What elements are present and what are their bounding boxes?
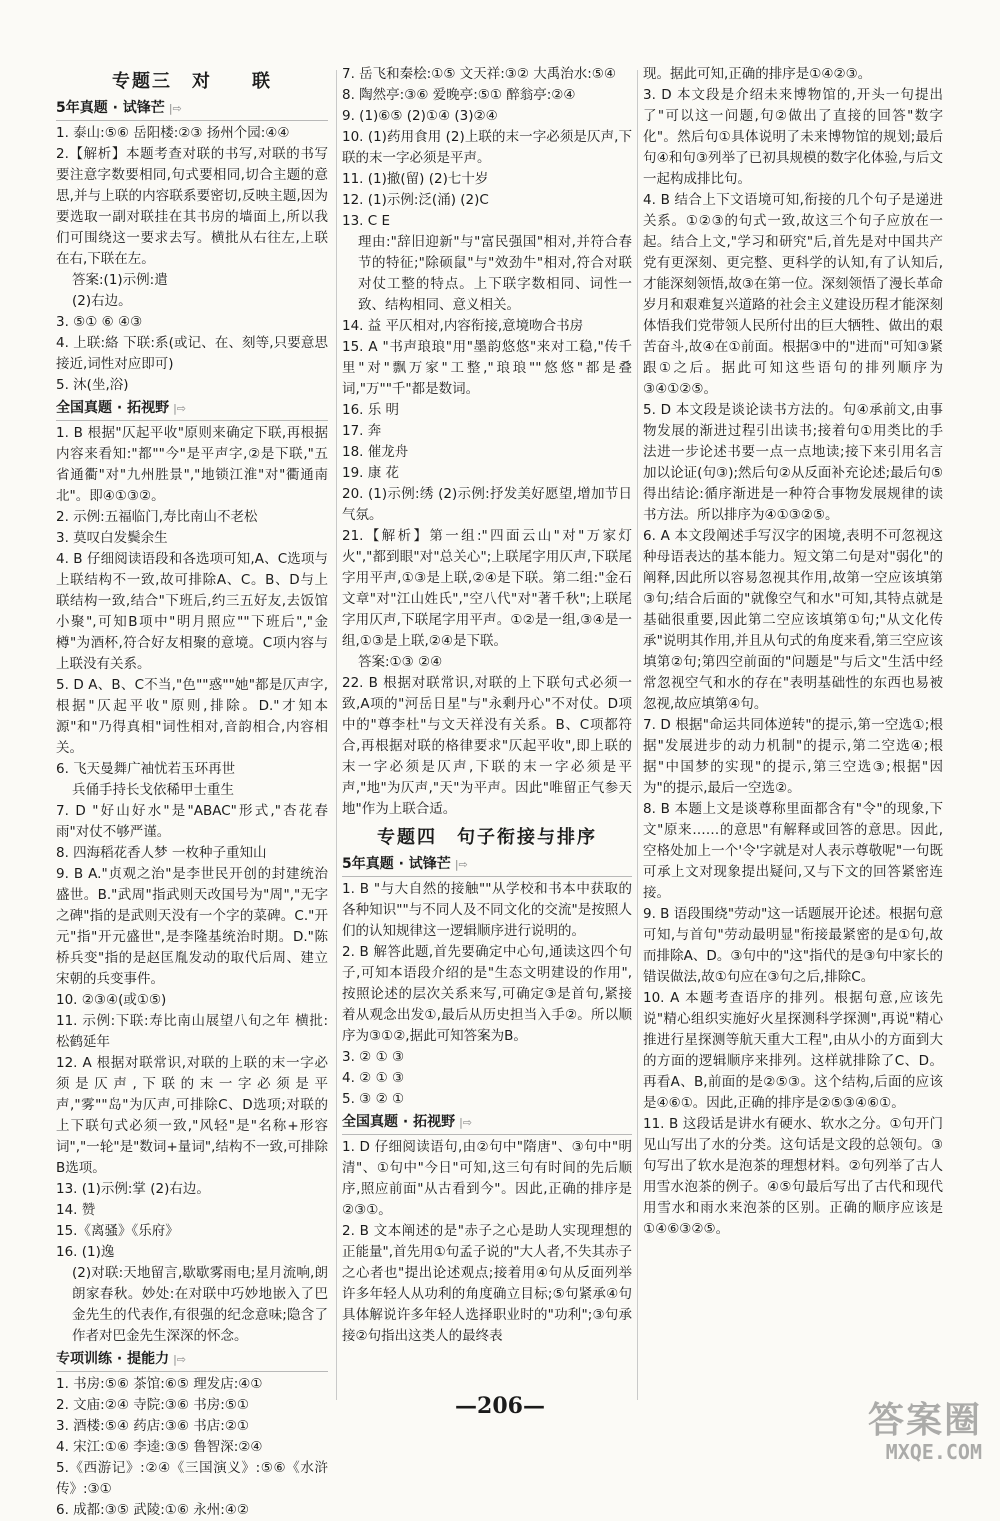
answer-paragraph: 1. D 仔细阅读语句,由②句中"隋唐"、③句中"明清"、①句中"今日"可知,这三句有时间的先后顺序,照应前面"从古看到今"。因此,正确的排序是②③①。 (342, 1139, 632, 1218)
heading-rule (56, 1371, 328, 1372)
answer-paragraph: 2.【解析】本题考查对联的书写,对联的书写要注意字数要相同,句式要相同,切合主题的意思,并与上联的内容联系要密切,反映主题,因为要选取一副对联挂在其书房的墙面上,所以我们可围绕这一要求去写。横批从右往左,上联在右,下联在左。 (56, 146, 328, 267)
arrow-icon: |⇨ (454, 858, 468, 871)
answer-paragraph: 6. 飞天曼舞广袖忧若玉环再世 (56, 761, 236, 777)
answer-paragraph: 9. B A."贞观之治"是李世民开创的封建统治盛世。B."武周"指武则天改国号为"周","无字之碑"指的是武则天没有一个字的菜碑。C."开元"指"开元盛世",是李隆基统治时期。D."陈桥兵变"指的是赵匡胤发动的取代后周、建立宋朝的兵变事件。 (56, 866, 328, 987)
answer-paragraph: 8. B 本题上文是谈尊称里面都含有"令"的现象,下文"原来……的意思"有解释或回答的意思。因此,空格处加上一个'令'字就是对人表示尊敬呢"一句既可承上文对现象提出疑问,又与下文的回答紧密连接。 (643, 801, 943, 901)
answer-paragraph: 7. D "好山好水"是"ABAC"形式,"杏花春雨"对仗不够严谨。 (56, 803, 328, 840)
section-title: 专题四 句子衔接与排序 (377, 827, 597, 848)
answer-paragraph: 3. ② ① ③ (342, 1049, 405, 1065)
answer-paragraph: 1. B 根据"仄起平收"原则来确定下联,再根据内容来看知:"都""今"是平声字,②是下联,"五省通衢"对"九州胜景","地锁江淮"对"衢通南北"。即④①③②。 (56, 425, 328, 504)
subsection-heading (56, 98, 328, 119)
answer-paragraph: 4. 上联:絡 下联:系(或记、在、刻等,只要意思接近,词性对应即可) (56, 335, 328, 372)
answer-paragraph: 10. A 本题考查语序的排列。根据句意,应该先说"精心组织实施好火星探测科学探测",再说"精心推进行星探测等航天重大工程",由从小的方面到大的方面的逻辑顺序来排列。这样就排除了C、D。再看A、B,前面的是②⑤③。这个结构,后面的应该是④⑥①。因此,正确的排序是②⑤③④⑥①。 (643, 990, 943, 1111)
answer-paragraph: 13. (1)示例:掌 (2)右边。 (56, 1181, 210, 1197)
answer-paragraph: 3. D 本文段是介绍未来博物馆的,开头一句提出了"可以这一问题,句②做出了直接的回答"数字化"。然后句①具体说明了未来博物馆的规划;最后句④和句③列举了已初具规模的数字化体验,与后文一起构成排比句。 (643, 87, 943, 187)
answer-paragraph: (2)右边。 (72, 293, 132, 309)
column-divider-1 (336, 70, 337, 1400)
subsection-heading (56, 398, 328, 419)
answer-paragraph: 16. (1)逸 (56, 1244, 115, 1260)
subsection-label: 专项训练 · 提能力 (56, 1351, 170, 1367)
answer-paragraph: 8. 陶然亭:③⑥ 爱晚亭:⑤① 醉翁亭:②④ (342, 87, 576, 103)
page-number: —206— (455, 1393, 545, 1419)
heading-rule (56, 420, 328, 421)
heading-rule (342, 1134, 632, 1135)
subsection-label: 全国真题 · 拓视野 (56, 400, 170, 416)
answer-paragraph: 1. 泰山:⑤⑥ 岳阳楼:②③ 扬州个园:④④ (56, 125, 290, 141)
answer-paragraph: 11. (1)撤(留) (2)七十岁 (342, 171, 489, 187)
answer-paragraph: 1. B "与大自然的接触""从学校和书本中获取的各种知识""与不同人及不同文化的交流"是按照人们的认知规律这一逻辑顺序进行说明的。 (342, 881, 632, 939)
answer-paragraph: 4. B 结合上下文语境可知,衔接的几个句子是递进关系。①②③的句式一致,故这三个句子应放在一起。结合上文,"学习和研究"后,首先是对中国共产党有更深刻、更完整、更科学的认知,有了认知后,才能深刻领悟,故③在第一位。深刻领悟了漫长革命岁月和艰难复兴道路的社会主义建设历程才能深刻体悟我们党带领人民所付出的巨大牺牲、做出的艰苦奋斗,故④在①前面。根据③中的"进而"可知③紧跟①之后。据此可知这些语句的排列顺序为③④①②⑤。 (643, 192, 943, 397)
arrow-icon: |⇨ (459, 1116, 473, 1129)
heading-rule (342, 876, 632, 877)
answer-paragraph: 17. 奔 (342, 423, 382, 439)
arrow-icon: |⇨ (173, 402, 187, 415)
answer-paragraph: 5.《西游记》:②④《三国演义》:⑤⑥《水浒传》:③① (56, 1460, 328, 1497)
answer-paragraph: 5. 沐(坐,浴) (56, 377, 129, 393)
answer-paragraph: 3. 莫叹白发鬓余生 (56, 530, 168, 546)
subsection-heading (342, 854, 632, 875)
arrow-icon: |⇨ (173, 1353, 187, 1366)
answer-paragraph: 1. 书房:⑤⑥ 茶馆:⑥⑤ 理发店:④① (56, 1376, 263, 1392)
answer-paragraph: 4. B 仔细阅读语段和各选项可知,A、C选项与上联结构不一致,故可排除A、C。B、D与上联结构一致,结合"下班后,约三五好友,去饭馆小聚",可知B项中"明月照应""下班后","金樽"为酒杯,符合好友相聚的意境。C项内容与上联没有关系。 (56, 551, 328, 672)
answer-paragraph: 5. D A、B、C不当,"色""惑""她"都是仄声字,根据"仄起平收"原则,排除。D."才知本源"和"乃得真相"词性相对,音韵相合,内容相关。 (56, 677, 328, 756)
answer-paragraph: 9. B 语段围绕"劳动"这一话题展开论述。根据句意可知,与首句"劳动最明显"衔接最紧密的是①句,故而排除A、D。③句中的"这"指代的是③句中家长的错误做法,故①句应在③句之后,排除C。 (643, 906, 943, 985)
column-middle (342, 64, 632, 1347)
answer-paragraph: 14. 赞 (56, 1202, 96, 1218)
watermark-logo-text: 答案圈 (867, 1400, 982, 1441)
answer-paragraph: 3. ⑤① ⑥ ④③ (56, 314, 143, 330)
answer-paragraph: 15.《离骚》《乐府》 (56, 1223, 179, 1239)
answer-paragraph: 16. 乐 明 (342, 402, 400, 418)
answer-paragraph: 11. B 这段话是讲水有硬水、软水之分。①句开门见山写出了水的分类。这句话是文段的总领句。③句写出了软水是泡茶的理想材料。②句列举了古人用雪水泡茶的例子。④⑤句最后写出了古代和现代用雪水和雨水来泡茶的区别。正确的顺序应该是①④⑥③②⑤。 (643, 1116, 943, 1237)
answer-paragraph: 12. A 根据对联常识,对联的上联的末一字必须是仄声,下联的末一字必须是平声,"雾""岛"为仄声,可排除C、D选项;对联的上下联句式必须一致,"风轻"是"名称+形容词","一轮"是"数词+量词",结构不一致,可排除B选项。 (56, 1055, 328, 1176)
answer-paragraph: 现。据此可知,正确的排序是①④②③。 (643, 66, 872, 82)
answer-paragraph: 10. (1)药用食用 (2)上联的末一字必须是仄声,下联的末一字必须是平声。 (342, 129, 632, 166)
answer-paragraph: 11. 示例:下联:寿比南山展望八旬之年 横批:松鹤延年 (56, 1013, 328, 1050)
answer-paragraph: 12. (1)示例:泛(涌) (2)C (342, 192, 489, 208)
answer-paragraph: 22. B 根据对联常识,对联的上下联句式必须一致,A项的"河岳日星"与"永剩丹心"不对仗。D项中的"尊李杜"与文天祥没有关系。B、C项都符合,再根据对联的格律要求"仄起平收",即上联的末一字必须是仄声,下联的末一字必须是平声,"地"为仄声,"天"为平声。因此"唯留正气参天地"作为上联合适。 (342, 675, 632, 817)
answer-paragraph: 7. D 根据"命运共同体逆转"的提示,第一空选①;根据"发展进步的动力机制"的提示,第二空选④;根据"中国梦的实现"的提示,第三空选③;根据"因为"的提示,最后一空选②。 (643, 717, 943, 796)
watermark-url: MXQE.COM (885, 1440, 982, 1464)
answer-paragraph: 5. ③ ② ① (342, 1091, 405, 1107)
answer-paragraph: 4. 宋江:①⑥ 李逵:③⑤ 鲁智深:②④ (56, 1439, 263, 1455)
answer-paragraph: 2. B 文本阐述的是"赤子之心是助人实现理想的正能量",首先用①句孟子说的"大人者,不失其赤子之心者也"提出论述观点;接着用④句从反面列举许多年轻人从功利的角度确立目标;⑤句紧承④句具体解说许多年轻人选择职业时的"功利";③句承接②句指出这类人的最终表 (342, 1223, 632, 1344)
answer-paragraph: (2)对联:天地留言,歇歇雾雨电;星月流响,朗朗家春秋。妙处:在对联中巧妙地嵌入了巴金先生的代表作,有很强的纪念意味;隐含了作者对巴金先生深深的怀念。 (72, 1265, 328, 1344)
answer-paragraph: 10. ②③④(或①⑤) (56, 992, 167, 1008)
arrow-icon: |⇨ (168, 102, 182, 115)
subsection-label: 5年真题 · 试锋芒 (342, 856, 451, 872)
watermark (868, 1401, 982, 1463)
answer-paragraph: 14. 益 平仄相对,内容衔接,意境吻合书房 (342, 318, 584, 334)
section-title: 专题三 对 联 (112, 71, 272, 92)
subsection-label: 全国真题 · 拓视野 (342, 1114, 456, 1130)
answer-paragraph: 9. (1)⑥⑤ (2)①④ (3)②④ (342, 108, 498, 124)
answer-paragraph: 13. C E (342, 213, 391, 229)
answer-paragraph: 19. 康 花 (342, 465, 400, 481)
column-divider-2 (637, 70, 638, 1400)
answer-paragraph: 2. 示例:五福临门,寿比南山不老松 (56, 509, 258, 525)
answer-paragraph: 5. D 本文段是谈论读书方法的。句④承前文,由事物发展的渐进过程引出读书;接着句①用类比的手法进一步论述书要一点一点地读;接下来引用名言加以论证(句③);然后句②从反面补充论述;最后句⑤得出结论:循序渐进是一种符合事物发展规律的读书方法。所以排序为④①③②⑤。 (643, 402, 943, 523)
answer-paragraph: 8. 四海稻花香人梦 一枚种子重知山 (56, 845, 267, 861)
column-left (56, 64, 328, 1521)
answer-paragraph: 兵俑手持长戈依稀甲士重生 (72, 782, 234, 798)
answer-paragraph: 答案:①③ ②④ (358, 654, 443, 670)
answer-paragraph: 21.【解析】第一组:"四面云山"对"万家灯火","都到眼"对"总关心";上联尾字用仄声,下联尾字用平声,①③是上联,②④是下联。第二组:"金石文章"对"江山姓氏","空八代"对"著千秋";上联尾字用仄声,下联尾字用平声。①②是一组,③④是一组,①③是上联,②④是下联。 (342, 528, 632, 649)
subsection-heading (56, 1349, 328, 1370)
answer-paragraph: 20. (1)示例:绣 (2)示例:抒发美好愿望,增加节日气氛。 (342, 486, 632, 523)
answer-paragraph: 4. ② ① ③ (342, 1070, 405, 1086)
answer-paragraph: 6. A 本文段阐述手写汉字的困境,表明不可忽视这种母语表达的基本能力。短文第二句是对"弱化"的阐释,因此所以容易忽视其作用,故第一空应该填第③句;结合后面的"就像空气和水"可知,其特点就是基础很重要,因此第二空应该填第①句;"从文化传承"说明其作用,并且从句式的角度来看,第三空应该填第②句;第四空前面的"问题是"与后文"生活中经常忽视空气和水的存在"表明基础性的东西也易被忽视,故应填第④句。 (643, 528, 943, 712)
answer-paragraph: 2. B 解答此题,首先要确定中心句,通读这四个句子,可知本语段介绍的是"生态文明建设的作用",按照论述的层次关系来写,可确定③是首句,紧接着从观念出发①,最后从历史担当入手②。所以顺序为③①②,据此可知答案为B。 (342, 944, 632, 1044)
heading-rule (56, 120, 328, 121)
column-right (643, 64, 943, 1240)
answer-paragraph: 18. 催龙舟 (342, 444, 409, 460)
answer-paragraph: 2. 文庙:②④ 寺院:③⑥ 书房:⑤① (56, 1397, 250, 1413)
answer-paragraph: 理由:"辞旧迎新"与"富民强国"相对,并符合春节的特征;"除硕鼠"与"效劲牛"相对,符合对联对仗工整的特点。上下联字数相同、词性一致、结构相同、意义相关。 (358, 234, 632, 313)
answer-paragraph: 3. 酒楼:⑤④ 药店:③⑥ 书店:②① (56, 1418, 250, 1434)
answer-paragraph: 15. A "书声琅琅"用"墨韵悠悠"来对工稳,"传千里"对"飘万家"工整,"琅琅""悠悠"都是叠词,"万""千"都是数词。 (342, 339, 632, 397)
answer-paragraph: 6. 成都:③⑤ 武陵:①⑥ 永州:④② (56, 1502, 250, 1518)
answer-paragraph: 答案:(1)示例:遣 (72, 272, 168, 288)
subsection-heading (342, 1112, 632, 1133)
answer-paragraph: 7. 岳飞和秦桧:①⑤ 文天祥:③② 大禹治水:⑤④ (342, 66, 617, 82)
subsection-label: 5年真题 · 试锋芒 (56, 100, 165, 116)
